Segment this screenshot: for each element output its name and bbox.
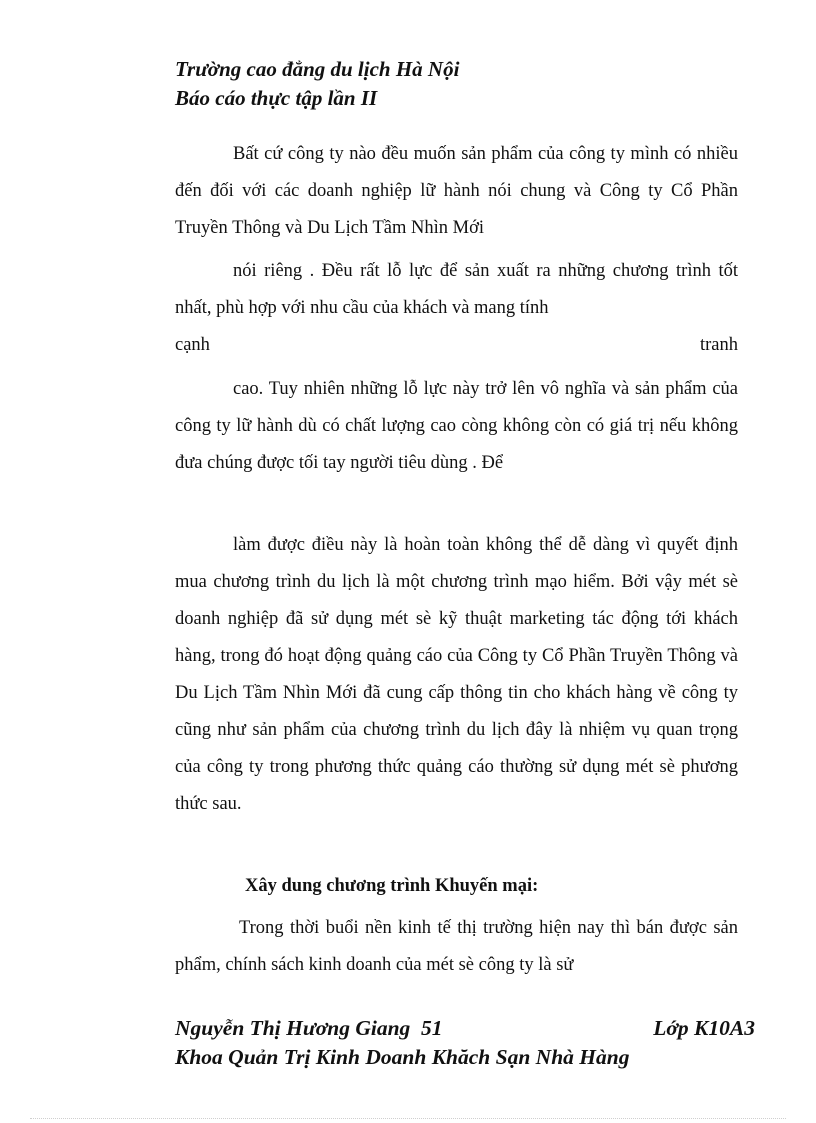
page-bottom-divider	[30, 1118, 786, 1119]
paragraph-1-text: Bất cứ công ty nào đều muốn sản phẩm của công ty mình có nhiều đến đối với các doanh nghiệp lữ hành nói chung và Công ty Cổ Phần Truyền Thông và Du Lịch Tầm Nhìn Mới	[175, 144, 738, 238]
footer-class: Lớp K10A3	[653, 1016, 755, 1040]
word-tranh: tranh	[699, 335, 738, 355]
section-heading: Xây dung chương trình Khuyến mại:	[245, 876, 539, 896]
paragraph-5-text: Trong thời buổi nền kinh tế thị trường hiện nay thì bán được sản phẩm, chính sách kinh doanh của mét sè công ty là sử	[175, 918, 738, 975]
footer-author-page: Nguyễn Thị Hương Giang 51	[175, 1016, 443, 1040]
paragraph-1	[175, 136, 738, 247]
paragraph-3-text: cao. Tuy nhiên những lỗ lực này trở lên vô nghĩa và sản phẩm của công ty lữ hành dù có chất lượng cao còng không còn có giá trị nếu không đưa chúng được tối tay người tiêu dùng . Để	[175, 379, 738, 473]
document-header	[175, 55, 459, 113]
school-name: Trường cao đẳng du lịch Hà Nội	[175, 57, 460, 81]
paragraph-2-end	[175, 327, 738, 364]
paragraph-3	[175, 371, 738, 482]
word-canh: cạnh	[175, 335, 210, 355]
paragraph-4	[175, 527, 738, 823]
paragraph-4-text: làm được điều này là hoàn toàn không thể dễ dàng vì quyết định mua chương trình du lịch là một chương trình mạo hiểm. Bởi vậy mét sè doanh nghiệp đã sử dụng mét sè kỹ thuật marketing tác động tới khách hàng, trong đó hoạt động quảng cáo của Công ty Cổ Phần Truyền Thông và Du Lịch Tầm Nhìn Mới đã cung cấp thông tin cho khách hàng về công ty cũng như sản phẩm của chương trình du lịch đây là nhiệm vụ quan trọng của công ty trong phương thức quảng cáo thường sử dụng mét sè phương thức sau.	[175, 535, 738, 814]
document-footer	[175, 1014, 755, 1072]
paragraph-5	[175, 910, 738, 984]
report-title: Báo cáo thực tập lần II	[175, 86, 378, 110]
footer-department: Khoa Quản Trị Kinh Doanh Khăch Sạn Nhà Hàng	[175, 1045, 630, 1069]
paragraph-2	[175, 253, 738, 327]
paragraph-2-text: nói riêng . Đều rất lỗ lực để sản xuất ra những chương trình tốt nhất, phù hợp với nhu cầu của khách và mang tính	[175, 261, 738, 318]
